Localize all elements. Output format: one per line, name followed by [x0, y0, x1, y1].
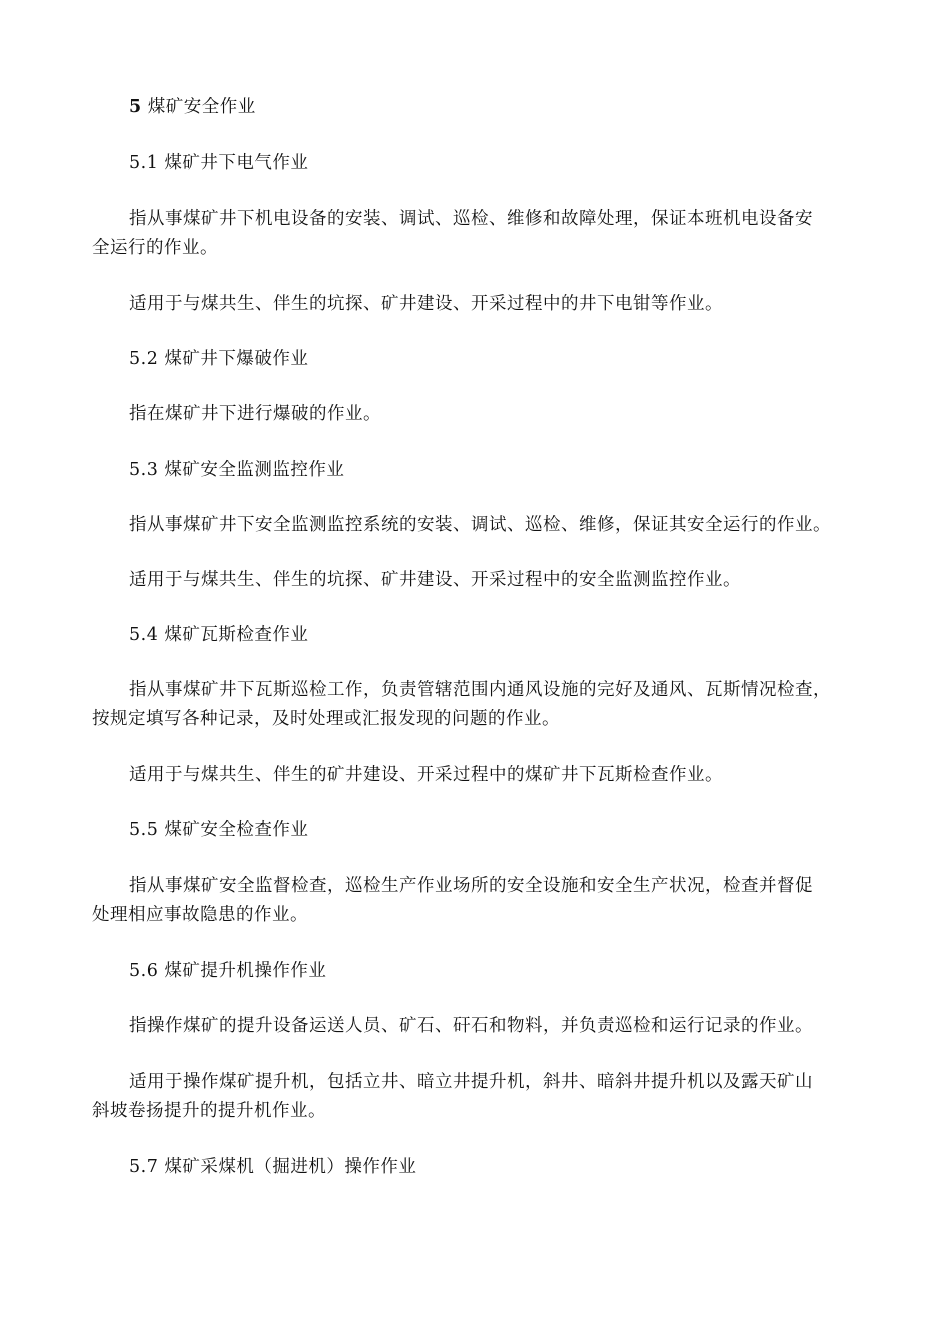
paragraph-line: 指从事煤矿井下瓦斯巡检工作，负责管辖范围内通风设施的完好及通风、瓦斯情况检查， — [129, 680, 831, 700]
subsection-heading-5-6: 5.6 煤矿提升机操作作业 — [129, 961, 327, 981]
paragraph-line: 适用于与煤共生、伴生的坑探、矿井建设、开采过程中的井下电钳等作业。 — [129, 294, 723, 314]
subsection-heading-5-4: 5.4 煤矿瓦斯检查作业 — [129, 625, 309, 645]
paragraph-line: 适用于操作煤矿提升机，包括立井、暗立井提升机，斜井、暗斜井提升机以及露天矿山 — [129, 1072, 813, 1092]
subsection-heading-5-1: 5.1 煤矿井下电气作业 — [129, 153, 309, 173]
paragraph-line: 指从事煤矿井下机电设备的安装、调试、巡检、维修和故障处理，保证本班机电设备安 — [129, 209, 813, 229]
paragraph-line: 指从事煤矿井下安全监测监控系统的安装、调试、巡检、维修，保证其安全运行的作业。 — [129, 515, 831, 535]
subsection-heading-5-3: 5.3 煤矿安全监测监控作业 — [129, 460, 345, 480]
paragraph-line: 适用于与煤共生、伴生的坑探、矿井建设、开采过程中的安全监测监控作业。 — [129, 570, 741, 590]
section-heading — [129, 96, 256, 118]
subsection-heading-5-2: 5.2 煤矿井下爆破作业 — [129, 349, 309, 369]
paragraph-line: 按规定填写各种记录，及时处理或汇报发现的问题的作业。 — [92, 709, 560, 729]
subsection-heading-5-5: 5.5 煤矿安全检查作业 — [129, 820, 309, 840]
paragraph-line: 处理相应事故隐患的作业。 — [92, 905, 308, 925]
paragraph-line: 指从事煤矿安全监督检查，巡检生产作业场所的安全设施和安全生产状况，检查并督促 — [129, 876, 813, 896]
paragraph-line: 全运行的作业。 — [92, 238, 218, 258]
paragraph-line: 指操作煤矿的提升设备运送人员、矿石、矸石和物料，并负责巡检和运行记录的作业。 — [129, 1016, 813, 1036]
paragraph-line: 适用于与煤共生、伴生的矿井建设、开采过程中的煤矿井下瓦斯检查作业。 — [129, 765, 723, 785]
paragraph-line: 斜坡卷扬提升的提升机作业。 — [92, 1101, 326, 1121]
section-title: 煤矿安全作业 — [147, 97, 256, 117]
subsection-heading-5-7: 5.7 煤矿采煤机（掘进机）操作作业 — [129, 1157, 417, 1177]
section-number: 5 — [129, 97, 142, 117]
paragraph-line: 指在煤矿井下进行爆破的作业。 — [129, 404, 381, 424]
